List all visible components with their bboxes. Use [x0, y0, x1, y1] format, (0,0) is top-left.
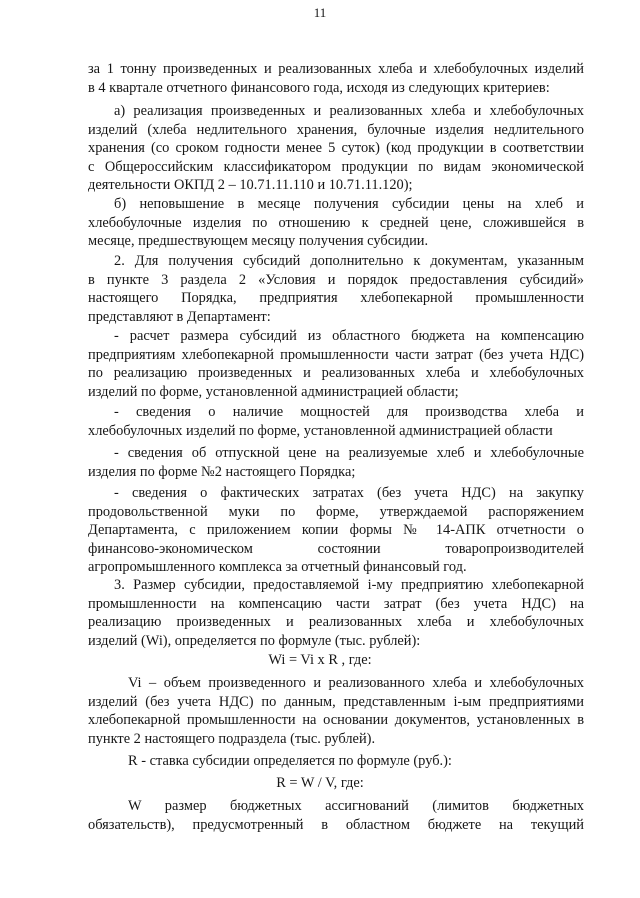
document-list-item: [88, 327, 584, 401]
text-line: 3. Размер субсидии, предоставляемой i-му предприятию хлебопекарной: [114, 577, 584, 593]
text-line: изделий (Wi), определяется по формуле (тыс. рублей):: [88, 632, 421, 649]
document-list-item: [88, 403, 584, 440]
text-line: W размер бюджетных ассигнований (лимитов бюджетных: [128, 798, 584, 814]
text-line: хранения (со сроком годности менее 5 суток) (код продукции в соответствии: [88, 140, 584, 157]
text-line: предприятиям хлебопекарной промышленности части затрат (без учета НДС): [88, 346, 584, 363]
formula-r: R = W / V, где:: [276, 775, 364, 791]
text-line: изделия по форме №2 настоящего Порядка;: [88, 463, 356, 480]
definition-r: [88, 752, 584, 771]
text-line: реализацию произведенных и реализованных хлеба и хлебобулочных: [88, 614, 584, 631]
criterion-b: [88, 195, 584, 251]
text-line: продовольственной муки по форме, утверждаемой распоряжением: [88, 503, 584, 520]
text-line: а) реализация произведенных и реализованных хлеба и хлебобулочных: [114, 103, 584, 119]
paragraph-2: [88, 252, 584, 326]
text-line: хлебопекарной промышленности на основании документов, установленных в: [88, 712, 584, 729]
text-line: - сведения о фактических затратах (без учета НДС) на закупку: [114, 485, 584, 501]
text-line: финансово-экономическом состоянии товаропроизводителей: [88, 540, 584, 557]
text-line: за 1 тонну произведенных и реализованных хлеба и хлебобулочных изделий: [88, 61, 584, 77]
text-line: с Общероссийским классификатором продукции по видам экономической: [88, 158, 584, 175]
text-line: месяце, предшествующем месяцу получения субсидии.: [88, 233, 429, 250]
text-line: промышленности на компенсацию части затрат (без учета НДС) на: [88, 595, 584, 612]
text-line: в пункте 3 раздела 2 «Условия и порядок предоставления субсидий»: [88, 271, 584, 288]
text-line: изделий по форме, установленной администрацией области;: [88, 383, 459, 400]
text-line: деятельности ОКПД 2 – 10.71.11.110 и 10.71.11.120);: [88, 177, 413, 194]
text-line: изделий (без учета НДС) по данным, представленным i-ым предприятиями: [88, 693, 584, 710]
text-line: 2. Для получения субсидий дополнительно к документам, указанным: [114, 253, 584, 269]
document-list-item: [88, 484, 584, 577]
text-line: - сведения об отпускной цене на реализуемые хлеб и хлебобулочные: [114, 445, 584, 461]
text-line: хлебобулочные изделия по отношению к средней цене, сложившейся в: [88, 214, 584, 231]
definition-w: [88, 797, 584, 834]
definition-vi: [88, 674, 584, 748]
text-line: по реализацию произведенных и реализованных хлеба и хлебобулочных: [88, 365, 584, 382]
formula-wi: Wi = Vi x R , где:: [268, 652, 372, 668]
text-line: хлебобулочных изделий по форме, установленной администрацией области: [88, 422, 553, 439]
text-line: настоящего Порядка, предприятия хлебопекарной промышленности: [88, 290, 584, 307]
text-line: - сведения о наличие мощностей для производства хлеба и: [114, 404, 584, 420]
criterion-a: [88, 102, 584, 195]
text-line: - расчет размера субсидий из областного бюджета на компенсацию: [114, 328, 584, 344]
text-line: в 4 квартале отчетного финансового года, исходя из следующих критериев:: [88, 79, 550, 96]
text-line: обязательств), предусмотренный в областном бюджете на текущий: [88, 816, 584, 833]
paragraph-3: [88, 576, 584, 650]
text-line: б) неповышение в месяце получения субсидии цены на хлеб и: [114, 196, 584, 212]
text-line: Департамента, с приложением копии формы № 14-АПК отчетности о: [88, 522, 584, 539]
document-list-item: [88, 444, 584, 481]
text-line: изделий (хлеба недлительного хранения, булочные изделия недлительного: [88, 121, 584, 138]
text-line: пункте 2 настоящего подраздела (тыс. рублей).: [88, 730, 376, 747]
text-line: Vi – объем произведенного и реализованного хлеба и хлебобулочных: [128, 675, 584, 691]
intro-paragraph: [88, 60, 584, 97]
text-line: представляют в Департамент:: [88, 308, 271, 325]
page-number: 11: [313, 5, 327, 20]
text-line: R - ставка субсидии определяется по формуле (руб.):: [128, 753, 452, 769]
text-line: агропромышленного комплекса за отчетный финансовый год.: [88, 559, 467, 576]
